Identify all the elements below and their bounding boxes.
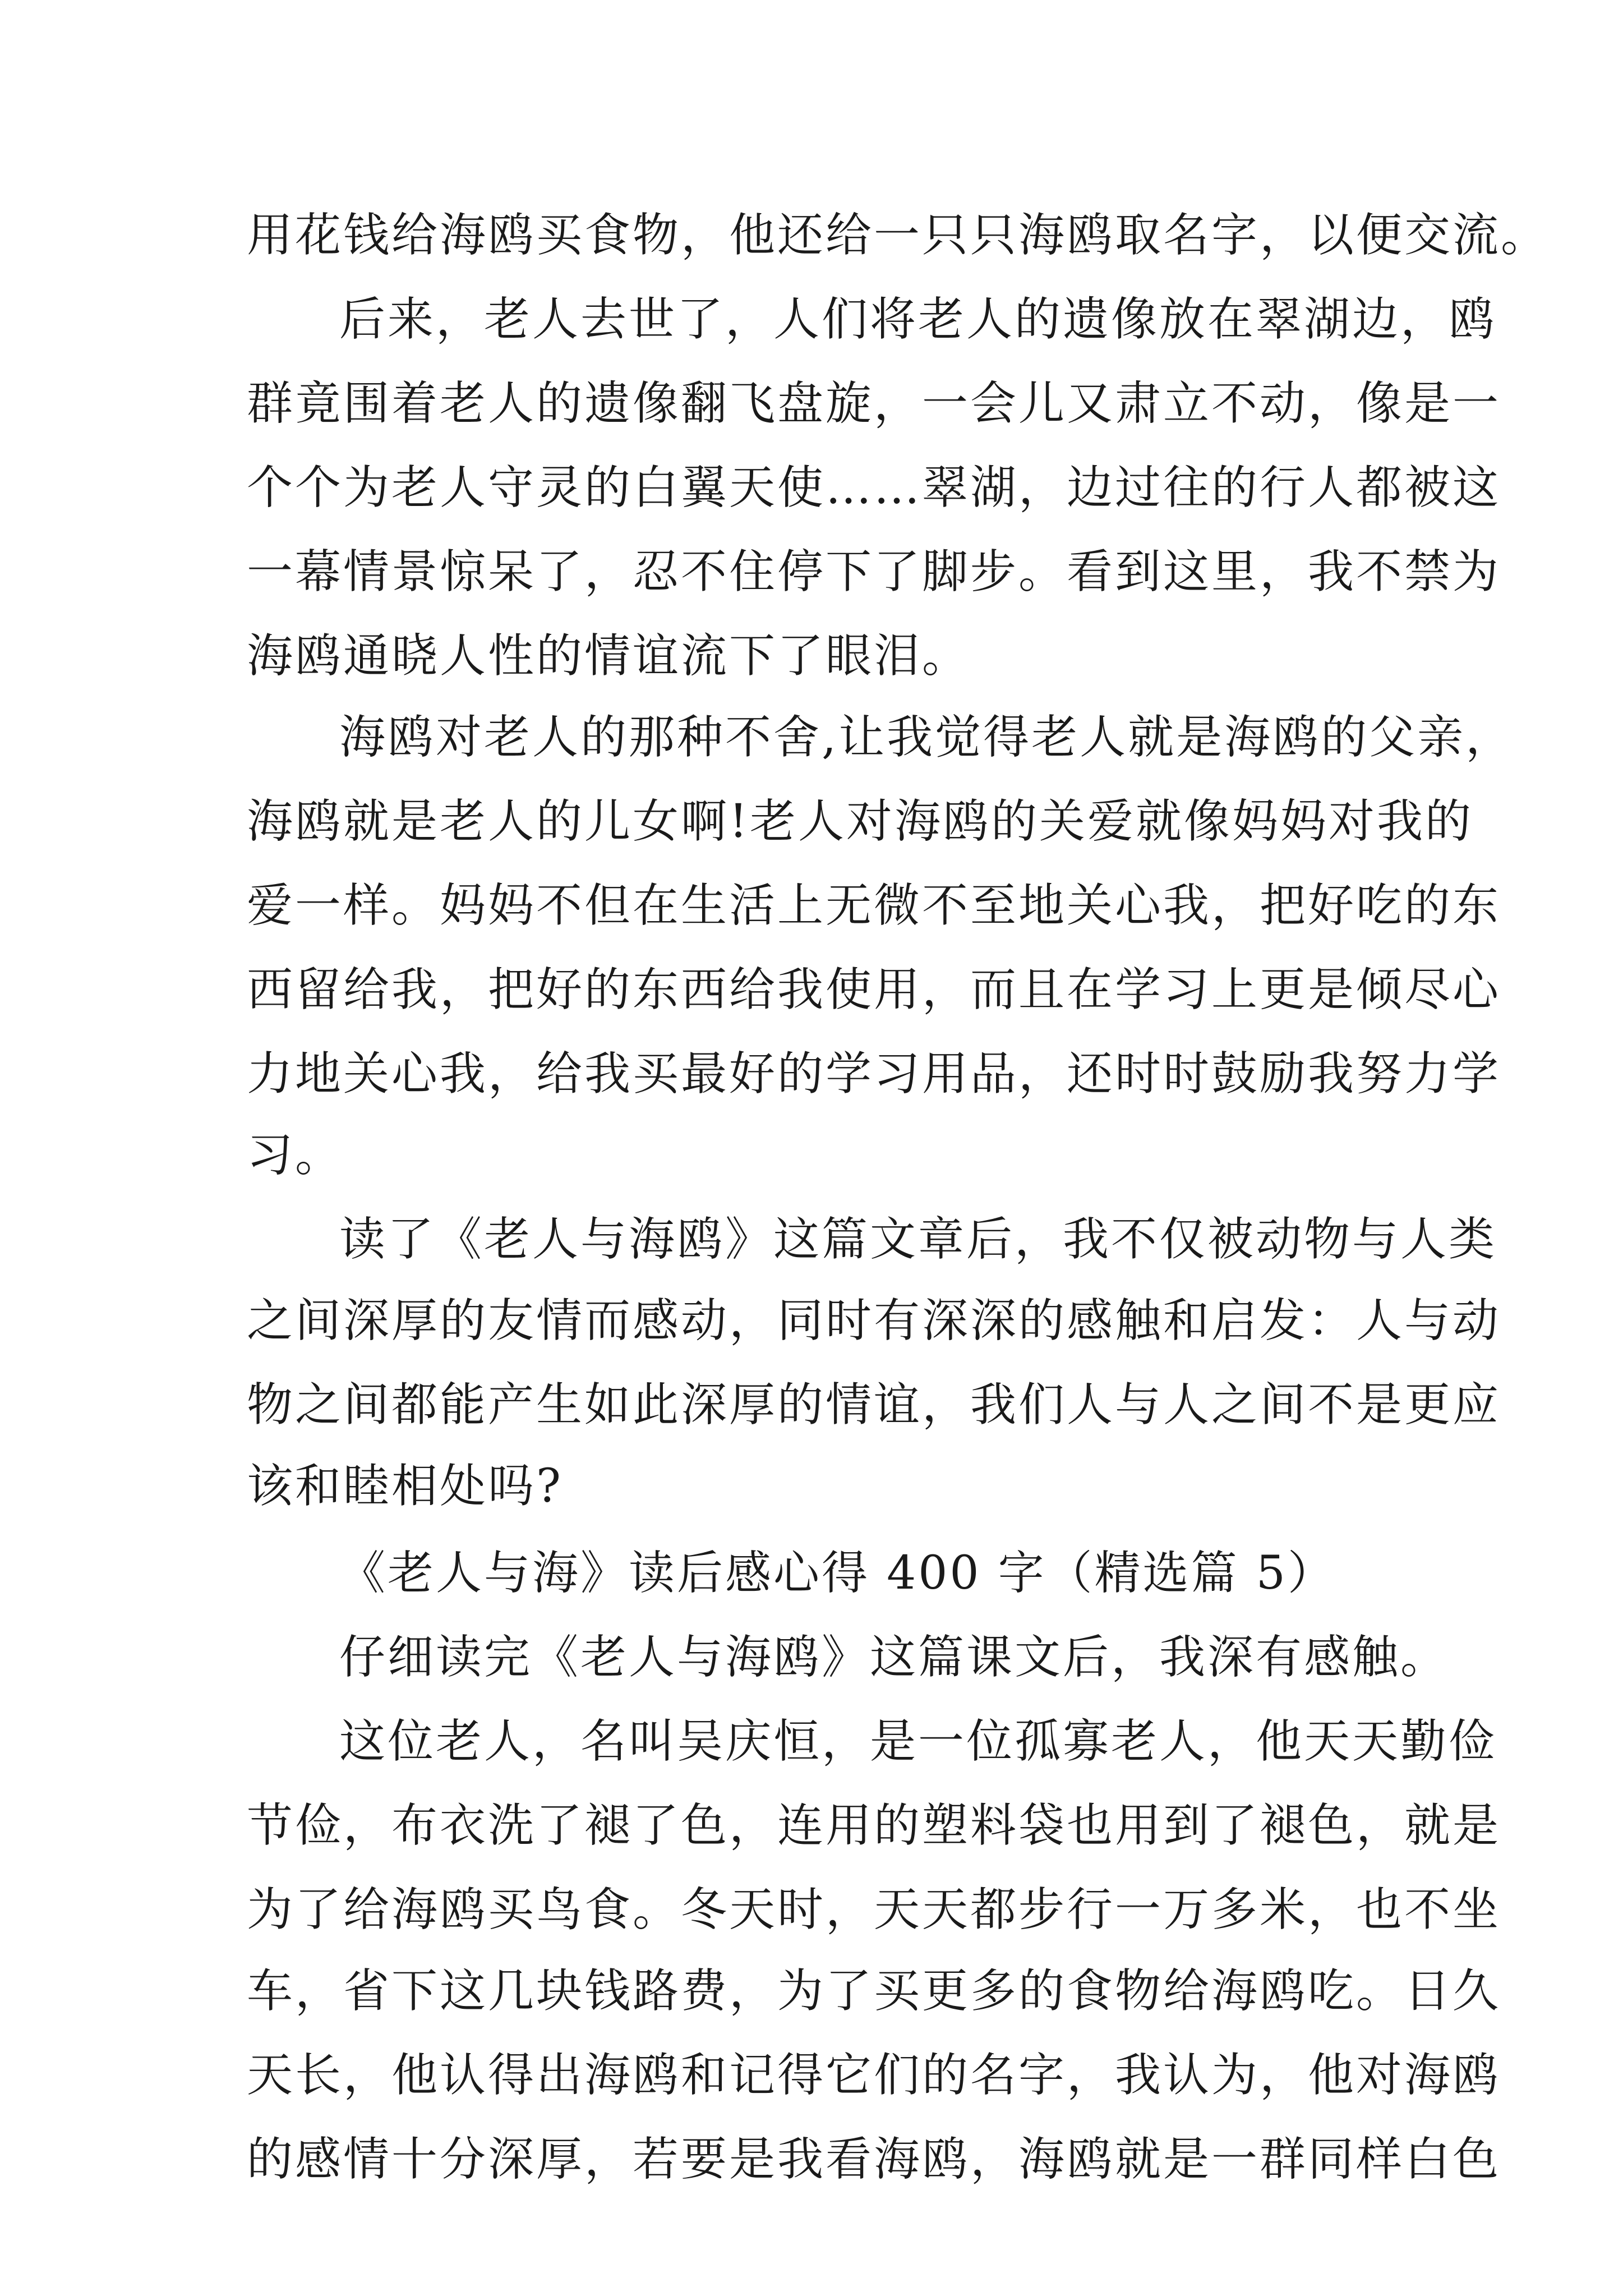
text-line: 天长，他认得出海鸥和记得它们的名字，我认为，他对海鸥 [247, 2049, 1501, 2102]
text-line: 后来，老人去世了，人们将老人的遗像放在翠湖边，鸥 [339, 293, 1497, 346]
text-line: 为了给海鸥买鸟食。冬天时，天天都步行一万多米，也不坐 [247, 1883, 1501, 1936]
text-line: 仔细读完《老人与海鸥》这篇课文后，我深有感触。 [339, 1631, 1449, 1684]
text-line: 海鸥就是老人的儿女啊!老人对海鸥的关爱就像妈妈对我的 [247, 795, 1473, 848]
text-line: 群竟围着老人的遗像翻飞盘旋，一会儿又肃立不动，像是一 [247, 377, 1501, 430]
text-line: 爱一样。妈妈不但在生活上无微不至地关心我，把好吃的东 [247, 879, 1501, 932]
text-line: 之间深厚的友情而感动，同时有深深的感触和启发：人与动 [247, 1294, 1501, 1347]
text-line: 西留给我，把好的东西给我使用，而且在学习上更是倾尽心 [247, 963, 1501, 1016]
text-line: 该和睦相处吗? [247, 1460, 563, 1513]
text-line: 节俭，布衣洗了褪了色，连用的塑料袋也用到了褪色，就是 [247, 1799, 1501, 1852]
section-heading: 《老人与海》读后感心得 400 字（精选篇 5） [339, 1547, 1336, 1600]
text-line: 习。 [247, 1129, 344, 1182]
text-line: 读了《老人与海鸥》这篇文章后，我不仅被动物与人类 [339, 1213, 1497, 1266]
text-line: 用花钱给海鸥买食物，他还给一只只海鸥取名字，以便交流。 [247, 209, 1550, 262]
text-line: 一幕情景惊呆了，忍不住停下了脚步。看到这里，我不禁为 [247, 545, 1501, 599]
text-line: 这位老人，名叫吴庆恒，是一位孤寡老人，他天天勤俭 [339, 1715, 1497, 1768]
text-line: 物之间都能产生如此深厚的情谊，我们人与人之间不是更应 [247, 1378, 1501, 1432]
text-line: 的感情十分深厚，若要是我看海鸥，海鸥就是一群同样白色 [247, 2133, 1501, 2186]
text-line: 力地关心我，给我买最好的学习用品，还时时鼓励我努力学 [247, 1047, 1501, 1101]
text-line: 海鸥通晓人性的情谊流下了眼泪。 [247, 629, 971, 683]
text-line: 海鸥对老人的那种不舍,让我觉得老人就是海鸥的父亲， [339, 711, 1514, 764]
text-line: 车，省下这几块钱路费，为了买更多的食物给海鸥吃。日久 [247, 1964, 1501, 2018]
text-line: 个个为老人守灵的白翼天使……翠湖，边过往的行人都被这 [247, 461, 1501, 514]
